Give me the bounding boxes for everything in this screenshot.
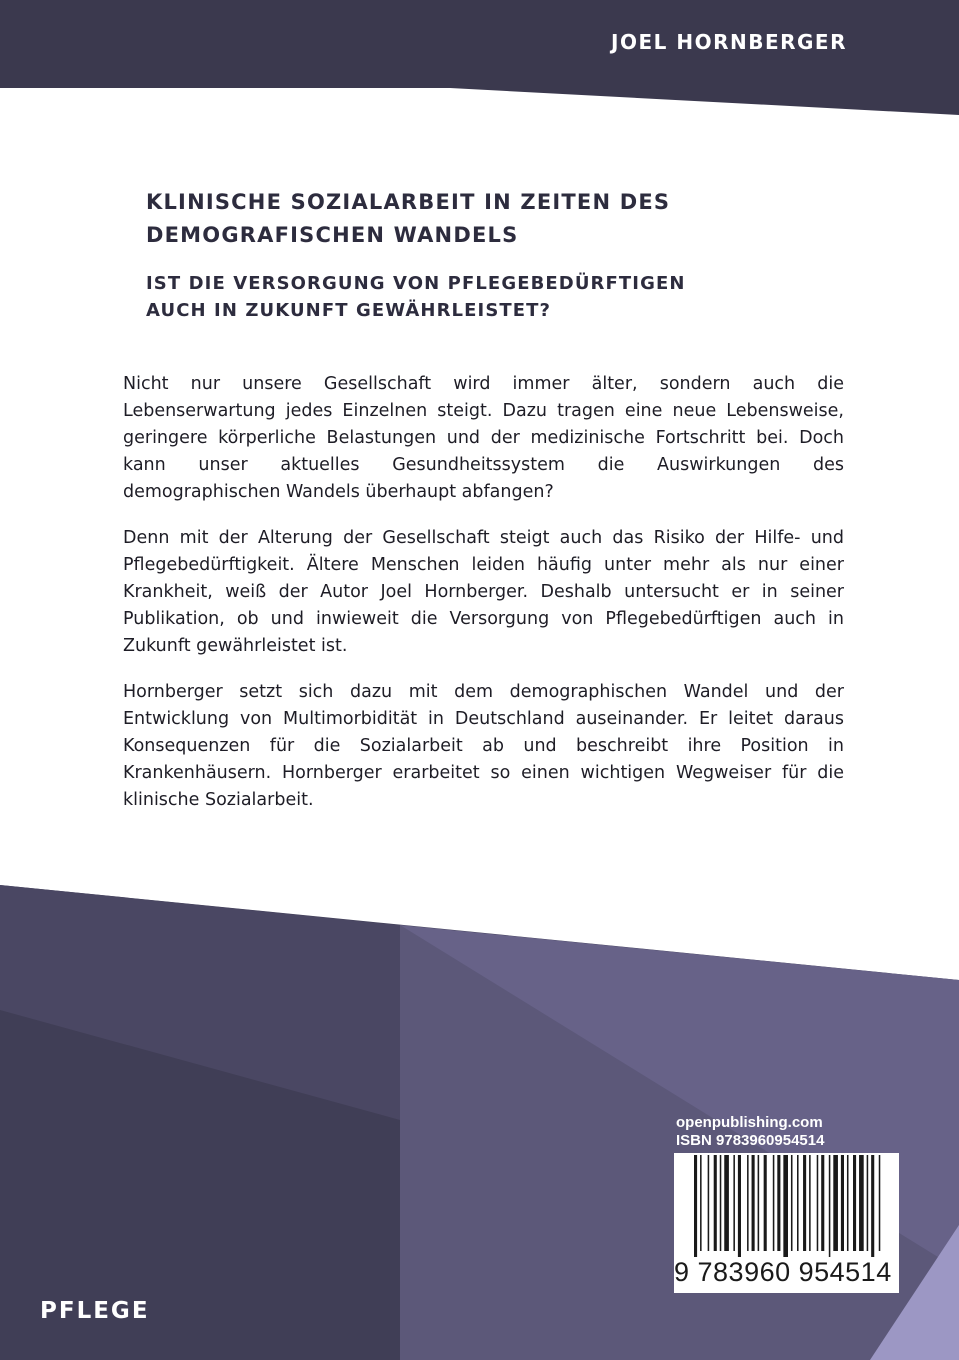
barcode-bar <box>738 1155 741 1257</box>
barcode-bar <box>809 1155 811 1251</box>
barcode-bar <box>791 1155 793 1251</box>
barcode-bar <box>764 1155 767 1251</box>
barcode-bar <box>853 1155 856 1251</box>
isbn-label: ISBN 9783960954514 <box>676 1132 825 1149</box>
publisher-url: openpublishing.com <box>676 1114 823 1131</box>
barcode-bar <box>841 1155 844 1251</box>
barcode-bar <box>777 1155 780 1251</box>
barcode-bar <box>847 1155 849 1251</box>
top-band <box>0 0 959 115</box>
barcode-bar <box>821 1155 824 1251</box>
publisher-info <box>676 1114 824 1150</box>
barcode-bar <box>752 1155 755 1251</box>
barcode-bar <box>747 1155 749 1251</box>
barcode-bar <box>797 1155 799 1251</box>
barcode-bar <box>773 1155 775 1251</box>
barcode-bar <box>867 1155 869 1251</box>
title-block <box>146 186 746 324</box>
blurb <box>123 371 844 833</box>
barcode-bar <box>733 1155 735 1251</box>
author-name: JOEL HORNBERGER <box>611 30 847 54</box>
blurb-paragraph-2: Denn mit der Alterung der Gesellschaft steigt auch das Risiko der Hilfe- und Pflegebedürftigkeit. Ältere Menschen leiden häufig unter mehr als nur einer Krankheit, weiß der Autor Joel Hornberger. Deshalb untersucht er in seiner Publikation, ob und inwieweit die Versorgung von Pflegebedürftigen auch in Zukunft gewährleistet ist. <box>123 528 844 656</box>
barcode-bar <box>700 1155 702 1251</box>
barcode-bar <box>783 1155 788 1257</box>
barcode-bar <box>871 1155 874 1257</box>
barcode-bar <box>720 1155 722 1251</box>
barcode-bar <box>694 1155 697 1257</box>
barcode-bar <box>758 1155 760 1251</box>
barcode-digits: 9 783960 954514 <box>674 1257 892 1287</box>
barcode-bar <box>708 1155 710 1251</box>
blurb-paragraph-3: Hornberger setzt sich dazu mit dem demographischen Wandel und der Entwicklung von Multimorbidität in Deutschland auseinander. Er leitet daraus Konsequenzen für die Sozialarbeit ab und beschreibt ihre Position in Krankenhäusern. Hornberger erarbeitet so einen wichtigen Wegweiser für die klinische Sozialarbeit. <box>123 682 844 810</box>
barcode-bar <box>714 1155 717 1251</box>
barcode-bar <box>859 1155 864 1251</box>
barcode-bar <box>833 1155 838 1251</box>
series-label: PFLEGE <box>40 1298 150 1324</box>
barcode-bars <box>674 1153 899 1257</box>
barcode-bar <box>724 1155 729 1251</box>
barcode-bar <box>803 1155 806 1251</box>
barcode-bar <box>879 1155 881 1251</box>
book-subtitle: IST DIE VERSORGUNG VON PFLEGEBEDÜRFTIGEN AUCH IN ZUKUNFT GEWÄHRLEISTET? <box>146 273 686 321</box>
blurb-paragraph-1: Nicht nur unsere Gesellschaft wird immer älter, sondern auch die Lebenserwartung jedes Einzelnen steigt. Dazu tragen eine neue Lebensweise, geringere körperliche Belastungen und der medizinische Fortschritt bei. Doch kann unser aktuelles Gesundheitssystem die Auswirkungen des demographischen Wandels überhaupt abfangen? <box>123 374 844 502</box>
isbn-barcode <box>674 1153 899 1293</box>
barcode-bar <box>829 1155 831 1257</box>
book-title: KLINISCHE SOZIALARBEIT IN ZEITEN DES DEMOGRAFISCHEN WANDELS <box>146 190 671 247</box>
barcode-bar <box>817 1155 819 1251</box>
